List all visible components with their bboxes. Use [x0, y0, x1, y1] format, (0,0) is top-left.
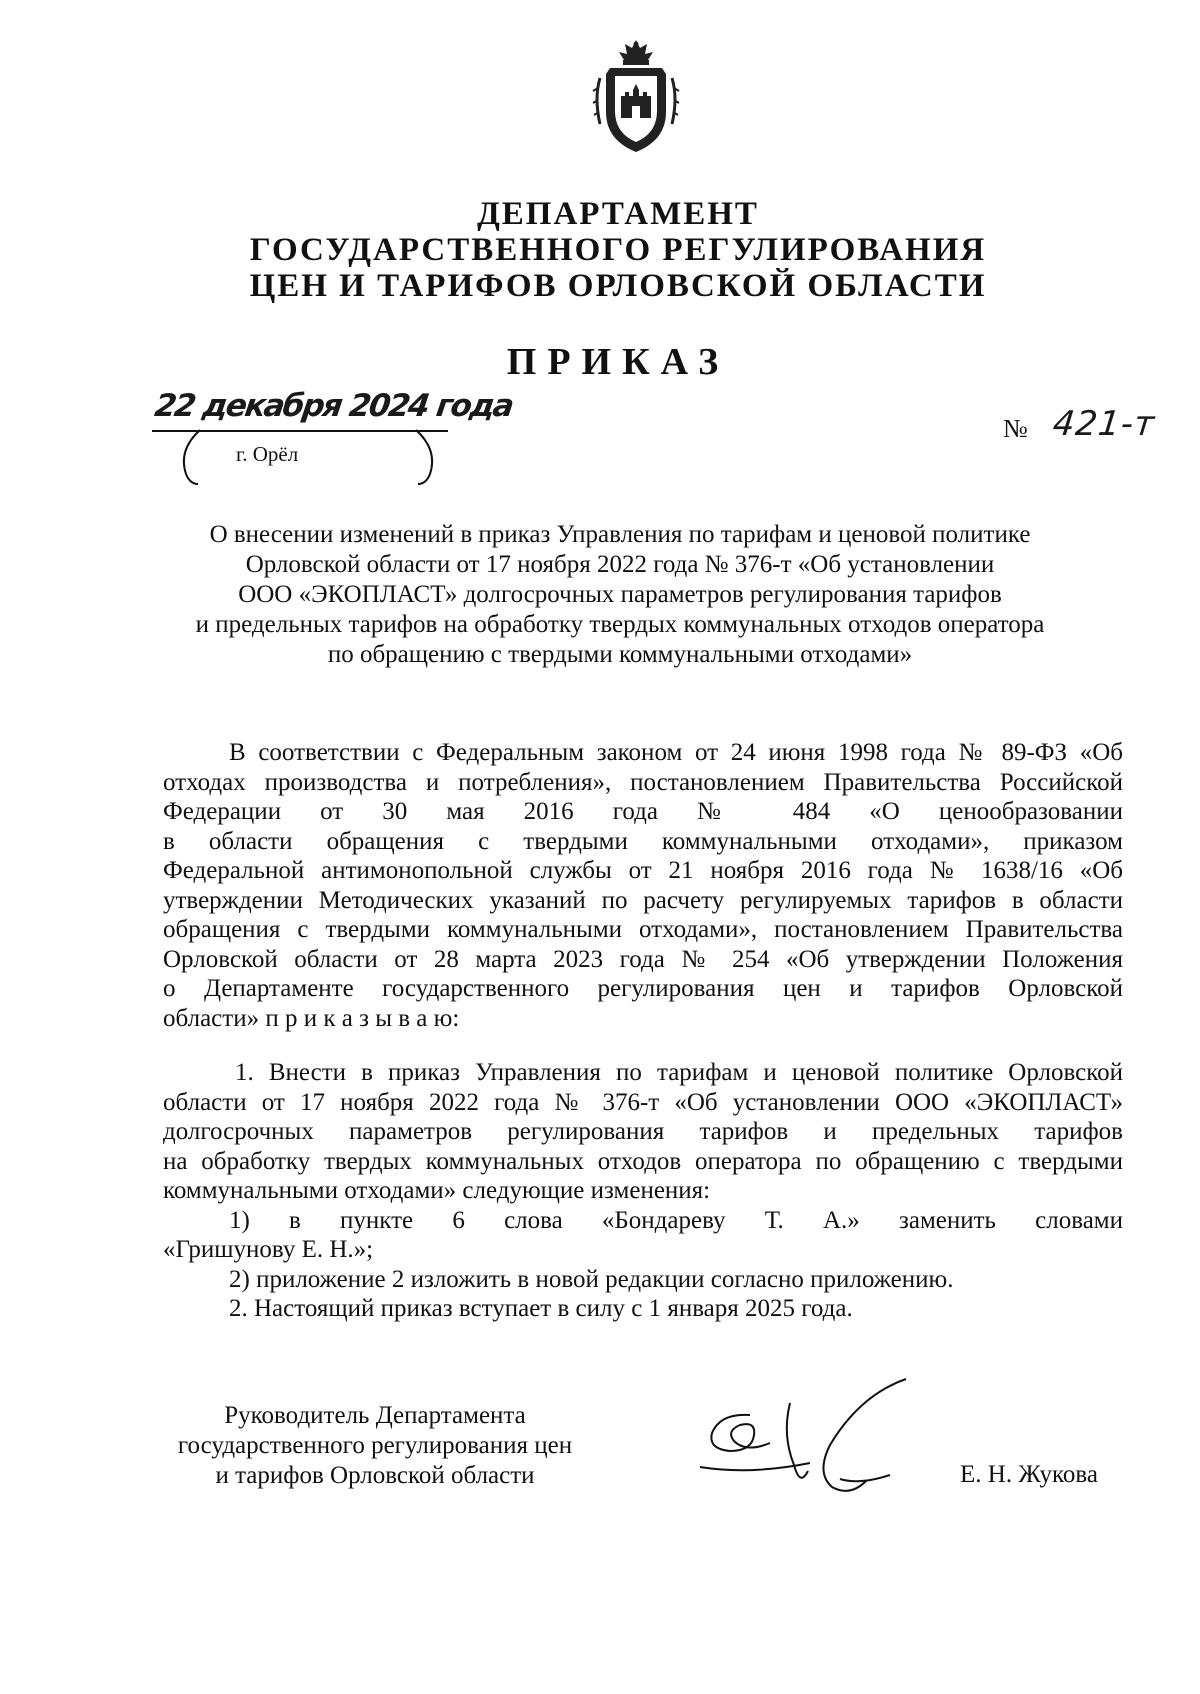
- subject-line: О внесении изменений в приказ Управления по тарифам и ценовой политике: [209, 521, 1031, 548]
- signatory-position-line: и тарифов Орловской области: [215, 1462, 535, 1489]
- item-1-line: области от 17 ноября 2022 года № 376-т «Об установлении ООО «ЭКОПЛАСТ»: [163, 1088, 1123, 1116]
- subitem-1-last-line: «Гришунову Е. Н.»;: [163, 1236, 374, 1263]
- subitem-1-line: 1) в пункте 6 слова «Бондареву Т. А.» заменить словами: [229, 1206, 1123, 1234]
- item-1-line: 1. Внести в приказ Управления по тарифам и ценовой политике Орловской: [235, 1059, 1123, 1086]
- signatory-position: [140, 1401, 610, 1491]
- preamble-last-text: области»: [163, 1004, 260, 1032]
- subitem-2: 2) приложение 2 изложить в новой редакции согласно приложению.: [229, 1265, 954, 1293]
- department-line-1: ДЕПАРТАМЕНТ: [477, 196, 759, 232]
- subject-line: и предельных тарифов на обработку твердых коммунальных отходов оператора: [195, 611, 1045, 638]
- preamble-line: утверждении Методических указаний по расчету регулируемых тарифов в области: [163, 886, 1123, 914]
- subject-line: Орловской области от 17 ноября 2022 года № 376-т «Об установлении: [245, 551, 995, 578]
- signatory-name: Е. Н. Жукова: [960, 1461, 1098, 1488]
- department-line-2: ГОСУДАРСТВЕННОГО РЕГУЛИРОВАНИЯ: [249, 232, 987, 268]
- left-bracket-mark: [176, 428, 206, 488]
- right-bracket-mark: [410, 428, 440, 488]
- preamble-line: Федерации от 30 мая 2016 года № 484 «О ценообразовании: [163, 798, 1123, 825]
- signatory-position-line: Руководитель Департамента: [224, 1402, 526, 1429]
- subject-line: по обращению с твердыми коммунальными отходами»: [327, 641, 913, 668]
- preamble-line: В соответствии с Федеральным законом от 24 июня 1998 года № 89-ФЗ «Об: [229, 739, 1123, 766]
- document-type-title: ПРИКАЗ: [506, 341, 730, 383]
- preamble-last-line: [163, 1004, 1123, 1034]
- department-name: [0, 196, 1200, 304]
- handwritten-date: 22 декабря 2024 года: [152, 388, 515, 424]
- item-1-last-line: коммунальными отходами» следующие изменения:: [163, 1177, 711, 1204]
- order-command: п р и к а з ы в а ю:: [265, 1004, 460, 1032]
- order-subject: [140, 520, 1100, 670]
- handwritten-order-number: 421-т: [1050, 404, 1158, 444]
- subject-line: ООО «ЭКОПЛАСТ» долгосрочных параметров регулирования тарифов: [238, 581, 1002, 608]
- department-line-3: ЦЕН И ТАРИФОВ ОРЛОВСКОЙ ОБЛАСТИ: [249, 268, 987, 304]
- preamble-line: Орловской области от 28 марта 2023 года № 254 «Об утверждении Положения: [163, 945, 1123, 973]
- order-body: [163, 738, 1123, 1324]
- preamble-line: в области обращения с твердыми коммунальными отходами», приказом: [163, 827, 1123, 855]
- preamble-line: отходах производства и потребления», постановлением Правительства Российской: [163, 768, 1123, 796]
- number-sign: №: [1003, 414, 1028, 443]
- preamble-line: о Департаменте государственного регулирования цен и тарифов Орловской: [163, 975, 1123, 1002]
- preamble-line: обращения с твердыми коммунальными отходами», постановлением Правительства: [163, 916, 1123, 943]
- item-1-line: на обработку твердых коммунальных отходов оператора по обращению с твердыми: [163, 1147, 1123, 1175]
- item-1-line: долгосрочных параметров регулирования тарифов и предельных тарифов: [163, 1118, 1123, 1145]
- signatory-position-line: государственного регулирования цен: [177, 1432, 573, 1459]
- orel-oblast-coat-of-arms-icon: [590, 38, 682, 156]
- paragraph-gap: [163, 1033, 1123, 1058]
- city-label: г. Орёл: [236, 442, 299, 466]
- preamble-line: Федеральной антимонопольной службы от 21 ноября 2016 года № 1638/16 «Об: [163, 857, 1123, 884]
- item-2: 2. Настоящий приказ вступает в силу с 1 января 2025 года.: [229, 1295, 853, 1322]
- handwritten-signature-icon: [690, 1375, 920, 1515]
